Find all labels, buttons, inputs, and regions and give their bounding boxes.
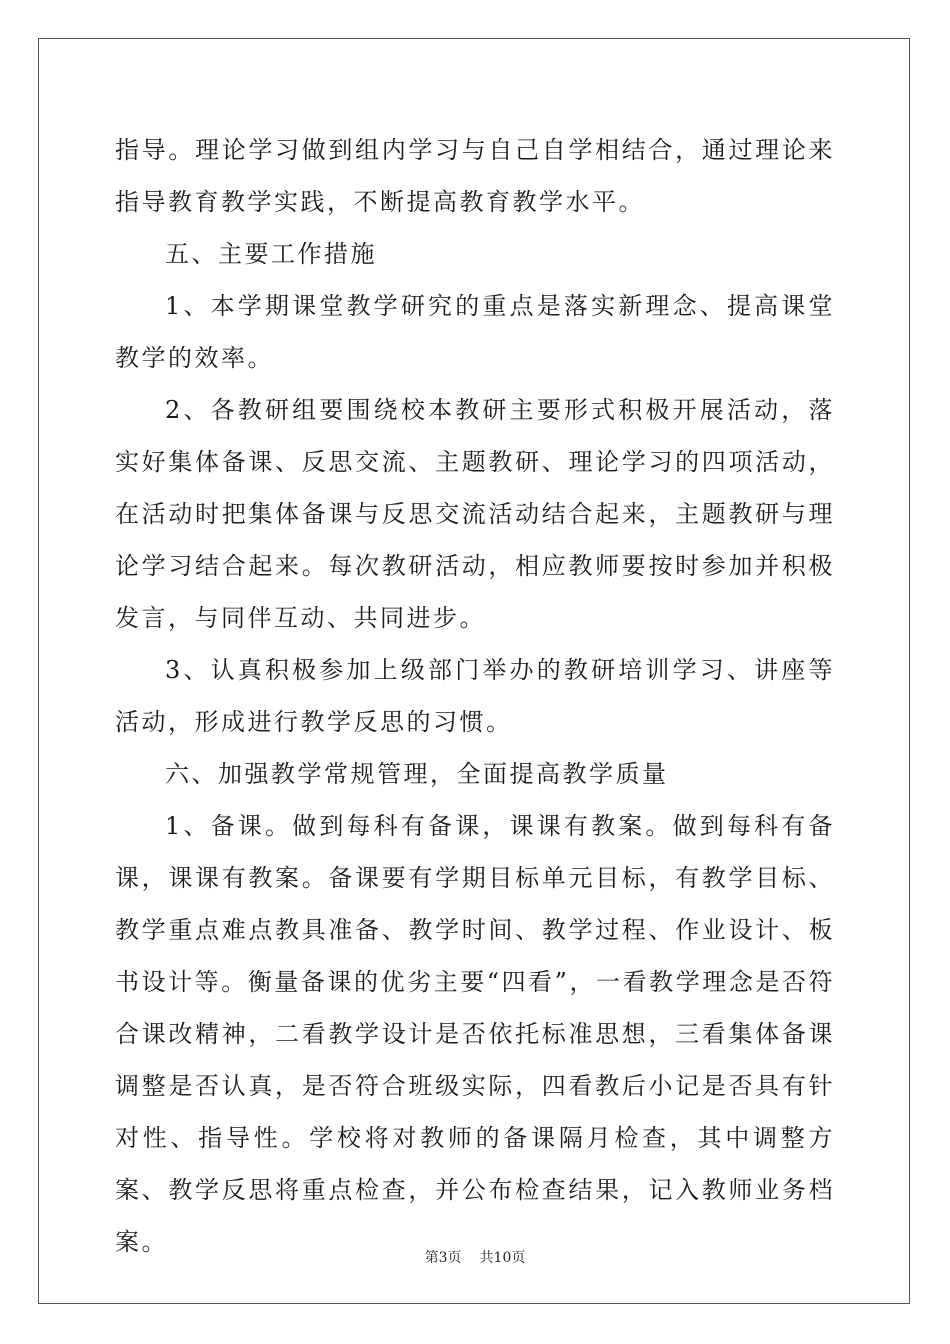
- paragraph-item-1: 1、本学期课堂教学研究的重点是落实新理念、提高课堂教学的效率。: [115, 292, 835, 372]
- section-heading-5: 五、主要工作措施: [165, 240, 377, 268]
- paragraph-lesson-prep: 1、备课。做到每科有备课，课课有教案。做到每科有备课，课课有教案。备课要有学期目标单元目标，有教学目标、教学重点难点教具准备、教学时间、教学过程、作业设计、板书设计等。衡量备课的优劣主要“四看”，一看教学理念是否符合课改精神，二看教学设计是否依托标准思想，三看集体备课调整是否认真，是否符合班级实际，四看教后小记是否具有针对性、指导性。学校将对教师的备课隔月检查，其中调整方案、教学反思将重点检查，并公布检查结果，记入教师业务档案。: [115, 812, 835, 1256]
- document-body: [115, 124, 835, 1268]
- paragraph-item-3: 3、认真积极参加上级部门举办的教研培训学习、讲座等活动，形成进行教学反思的习惯。: [115, 656, 835, 736]
- paragraph-continuation: 指导。理论学习做到组内学习与自己自学相结合，通过理论来指导教育教学实践，不断提高教育教学水平。: [115, 136, 835, 216]
- page-footer: [0, 1247, 950, 1267]
- paragraph-item-2: 2、各教研组要围绕校本教研主要形式积极开展活动，落实好集体备课、反思交流、主题教研、理论学习的四项活动，在活动时把集体备课与反思交流活动结合起来，主题教研与理论学习结合起来。每次教研活动，相应教师要按时参加并积极发言，与同伴互动、共同进步。: [115, 396, 835, 632]
- page-total: 共10页: [479, 1250, 526, 1266]
- section-heading-6: 六、加强教学常规管理，全面提高教学质量: [165, 760, 669, 788]
- page-number: 第3页: [424, 1250, 462, 1266]
